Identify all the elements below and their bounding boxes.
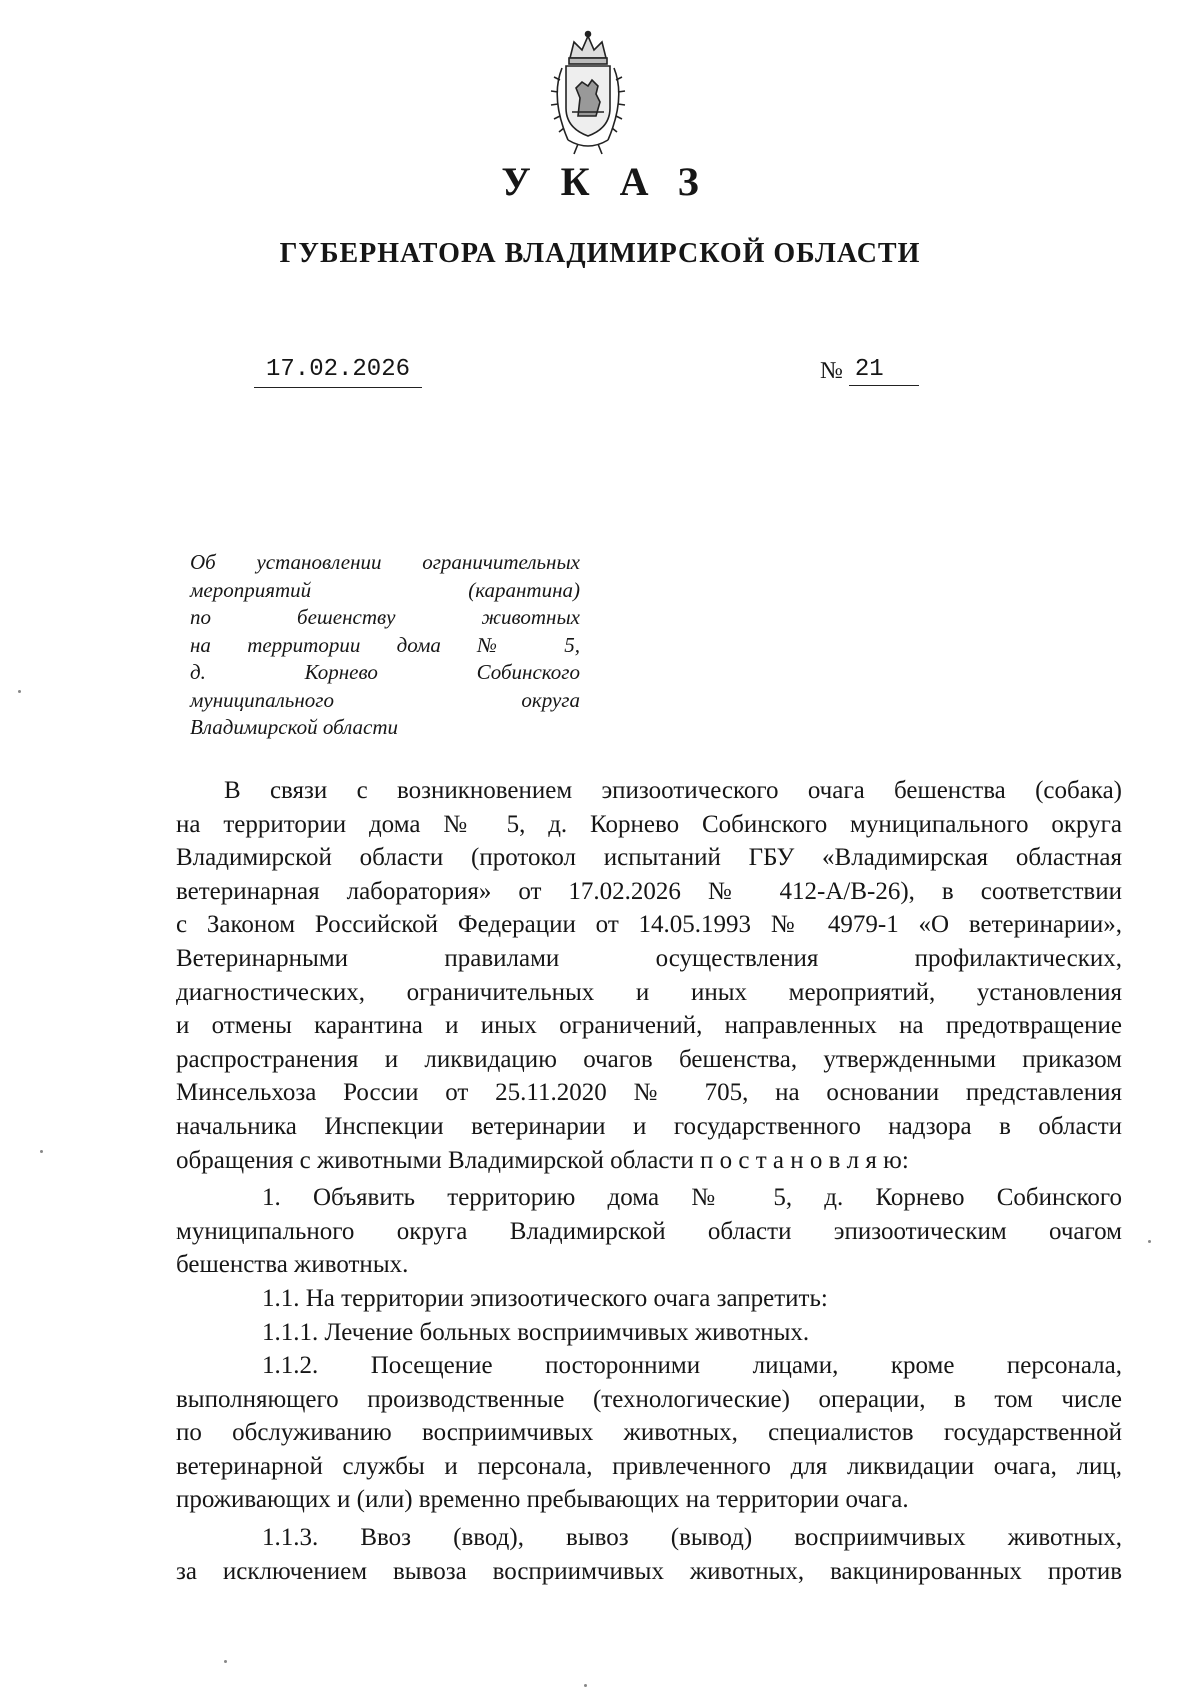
subject-line: Владимирской области	[190, 715, 399, 739]
body-line: 1.1.1. Лечение больных восприимчивых животных.	[262, 1318, 810, 1346]
body-line: бешенства животных.	[176, 1251, 409, 1279]
decree-date: 17.02.2026	[254, 355, 422, 388]
body-line: проживающих и (или) временно пребывающих на территории очага.	[176, 1486, 909, 1514]
body-line: Ветеринарными правилами осуществления профилактических,	[176, 944, 1122, 972]
body-line: диагностических, ограничительных и иных мероприятий, установления	[176, 978, 1122, 1006]
scan-speck	[40, 1150, 43, 1153]
scan-speck	[1148, 1240, 1151, 1243]
subject-line: мероприятий (карантина)	[190, 577, 580, 602]
body-line: ветеринарная лаборатория» от 17.02.2026 № 412-А/В-26), в соответствии	[176, 877, 1122, 905]
body-line: 1. Объявить территорию дома № 5, д. Корнево Собинского	[262, 1184, 1122, 1212]
body-line: на территории дома № 5, д. Корнево Собинского муниципального округа	[176, 810, 1122, 838]
subject-line: по бешенству животных	[190, 605, 580, 629]
subject-line: д. Корнево Собинского	[190, 660, 580, 684]
body-line: по обслуживанию восприимчивых животных, специалистов государственной	[176, 1419, 1122, 1447]
body-line: 1.1. На территории эпизоотического очага запретить:	[262, 1284, 828, 1312]
decree-body	[176, 774, 1122, 1588]
subject-line: на территории дома № 5,	[190, 632, 580, 657]
body-line: начальника Инспекции ветеринарии и государственного надзора в области	[176, 1112, 1122, 1140]
decree-number: 21	[849, 355, 919, 386]
scan-speck	[224, 1660, 227, 1663]
decree-title: УКАЗ	[501, 159, 729, 204]
subject-line: муниципального округа	[190, 687, 580, 712]
body-line: В связи с возникновением эпизоотического очага бешенства (собака)	[224, 777, 1122, 804]
body-line: муниципального округа Владимирской области эпизоотическим очагом	[176, 1217, 1122, 1245]
body-line: Минсельхоза России от 25.11.2020 № 705, на основании представления	[176, 1079, 1122, 1107]
scan-speck	[18, 690, 21, 693]
number-sign: №	[820, 358, 843, 384]
body-line: распространения и ликвидацию очагов бешенства, утвержденными приказом	[176, 1045, 1122, 1073]
coat-of-arms-emblem	[538, 28, 638, 158]
body-line: за исключением вывоза восприимчивых животных, вакцинированных против	[176, 1557, 1122, 1585]
body-line: 1.1.2. Посещение посторонними лицами, кроме персонала,	[262, 1352, 1122, 1380]
scan-speck	[584, 1684, 587, 1687]
body-line: 1.1.3. Ввоз (ввод), вывоз (вывод) восприимчивых животных,	[262, 1524, 1122, 1552]
subject-line: Об установлении ограничительных	[190, 550, 580, 574]
body-line: Владимирской области (протокол испытаний ГБУ «Владимирская областная	[176, 844, 1122, 872]
decree-subject	[190, 549, 580, 742]
body-line: с Законом Российской Федерации от 14.05.1993 № 4979-1 «О ветеринарии»,	[176, 911, 1122, 939]
decree-issuer: ГУБЕРНАТОРА ВЛАДИМИРСКОЙ ОБЛАСТИ	[279, 238, 921, 269]
body-line: обращения с животными Владимирской области п о с т а н о в л я ю:	[176, 1146, 909, 1174]
body-line: выполняющего производственные (технологические) операции, в том числе	[176, 1385, 1122, 1413]
body-line: и отмены карантина и иных ограничений, направленных на предотвращение	[176, 1012, 1122, 1040]
body-line: ветеринарной службы и персонала, привлеченного для ликвидации очага, лиц,	[176, 1452, 1122, 1480]
decree-number-field	[820, 355, 919, 387]
